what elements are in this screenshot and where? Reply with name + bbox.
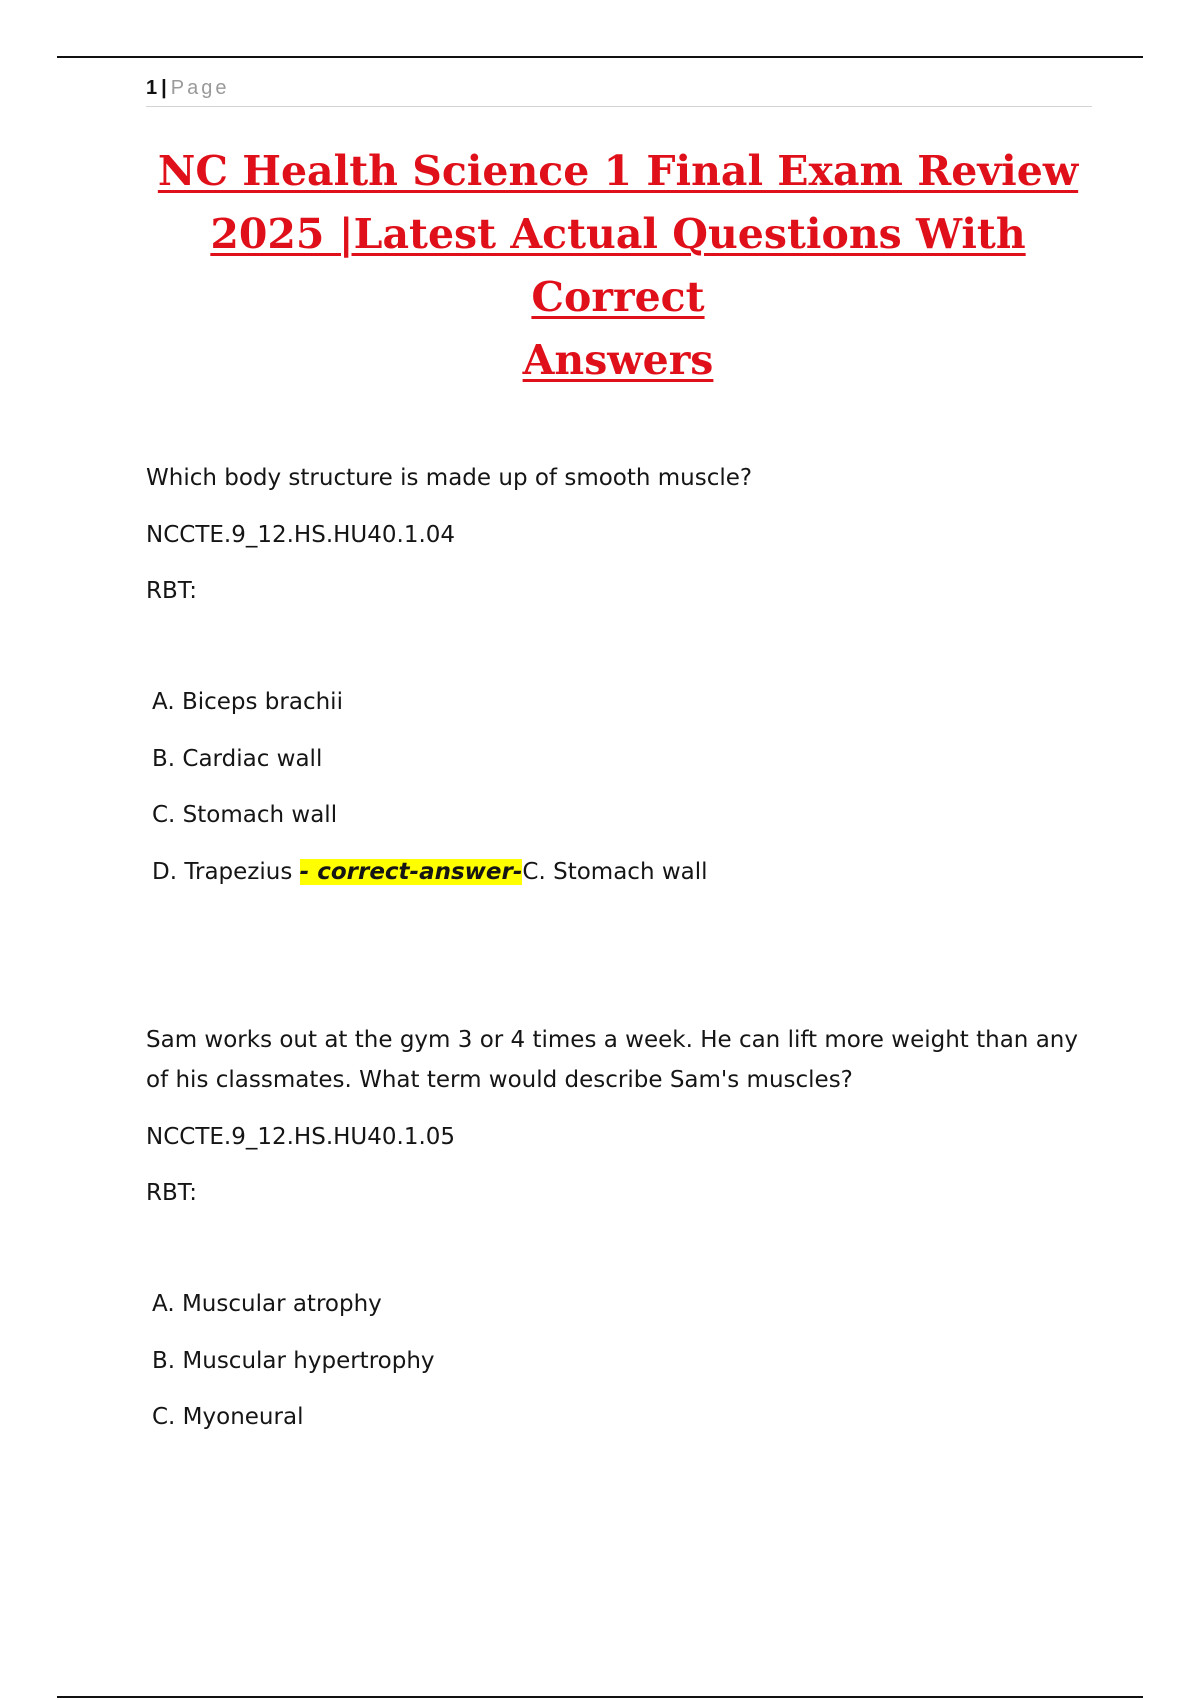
title-line-1: NC Health Science 1 Final Exam Review xyxy=(157,147,1079,195)
question-1-option-b: B. Cardiac wall xyxy=(152,746,323,772)
question-2-text: Sam works out at the gym 3 or 4 times a week. He can lift more weight than any of his classmates. What term would describe Sam's muscles? xyxy=(146,1027,1078,1093)
question-1-option-c: C. Stomach wall xyxy=(152,802,338,828)
question-2-option-c: C. Myoneural xyxy=(152,1404,304,1430)
question-2-option-a: A. Muscular atrophy xyxy=(152,1291,382,1317)
question-1-rbt: RBT: xyxy=(146,578,198,604)
question-1-answer: C. Stomach wall xyxy=(522,859,708,885)
question-2-rbt: RBT: xyxy=(146,1180,198,1206)
bottom-rule xyxy=(57,1696,1143,1698)
title-line-2: 2025 |Latest Actual Questions With Correct xyxy=(210,210,1026,321)
question-1-option-d-line xyxy=(152,852,708,892)
question-1-standard: NCCTE.9_12.HS.HU40.1.04 xyxy=(146,522,456,548)
page-header xyxy=(146,74,1092,107)
document-title xyxy=(120,140,1116,392)
question-1-text: Which body structure is made up of smooth muscle? xyxy=(146,465,753,491)
question-1-option-a: A. Biceps brachii xyxy=(152,689,343,715)
top-rule xyxy=(57,56,1143,58)
question-2-option-b: B. Muscular hypertrophy xyxy=(152,1348,435,1374)
question-2-standard: NCCTE.9_12.HS.HU40.1.05 xyxy=(146,1124,456,1150)
page-number: 1 xyxy=(146,77,158,99)
page-word: Page xyxy=(170,77,230,99)
page-separator: | xyxy=(161,77,167,99)
title-line-3: Answers xyxy=(522,336,714,384)
correct-answer-marker: - correct-answer- xyxy=(299,859,523,885)
question-1-option-d: D. Trapezius xyxy=(152,859,300,885)
